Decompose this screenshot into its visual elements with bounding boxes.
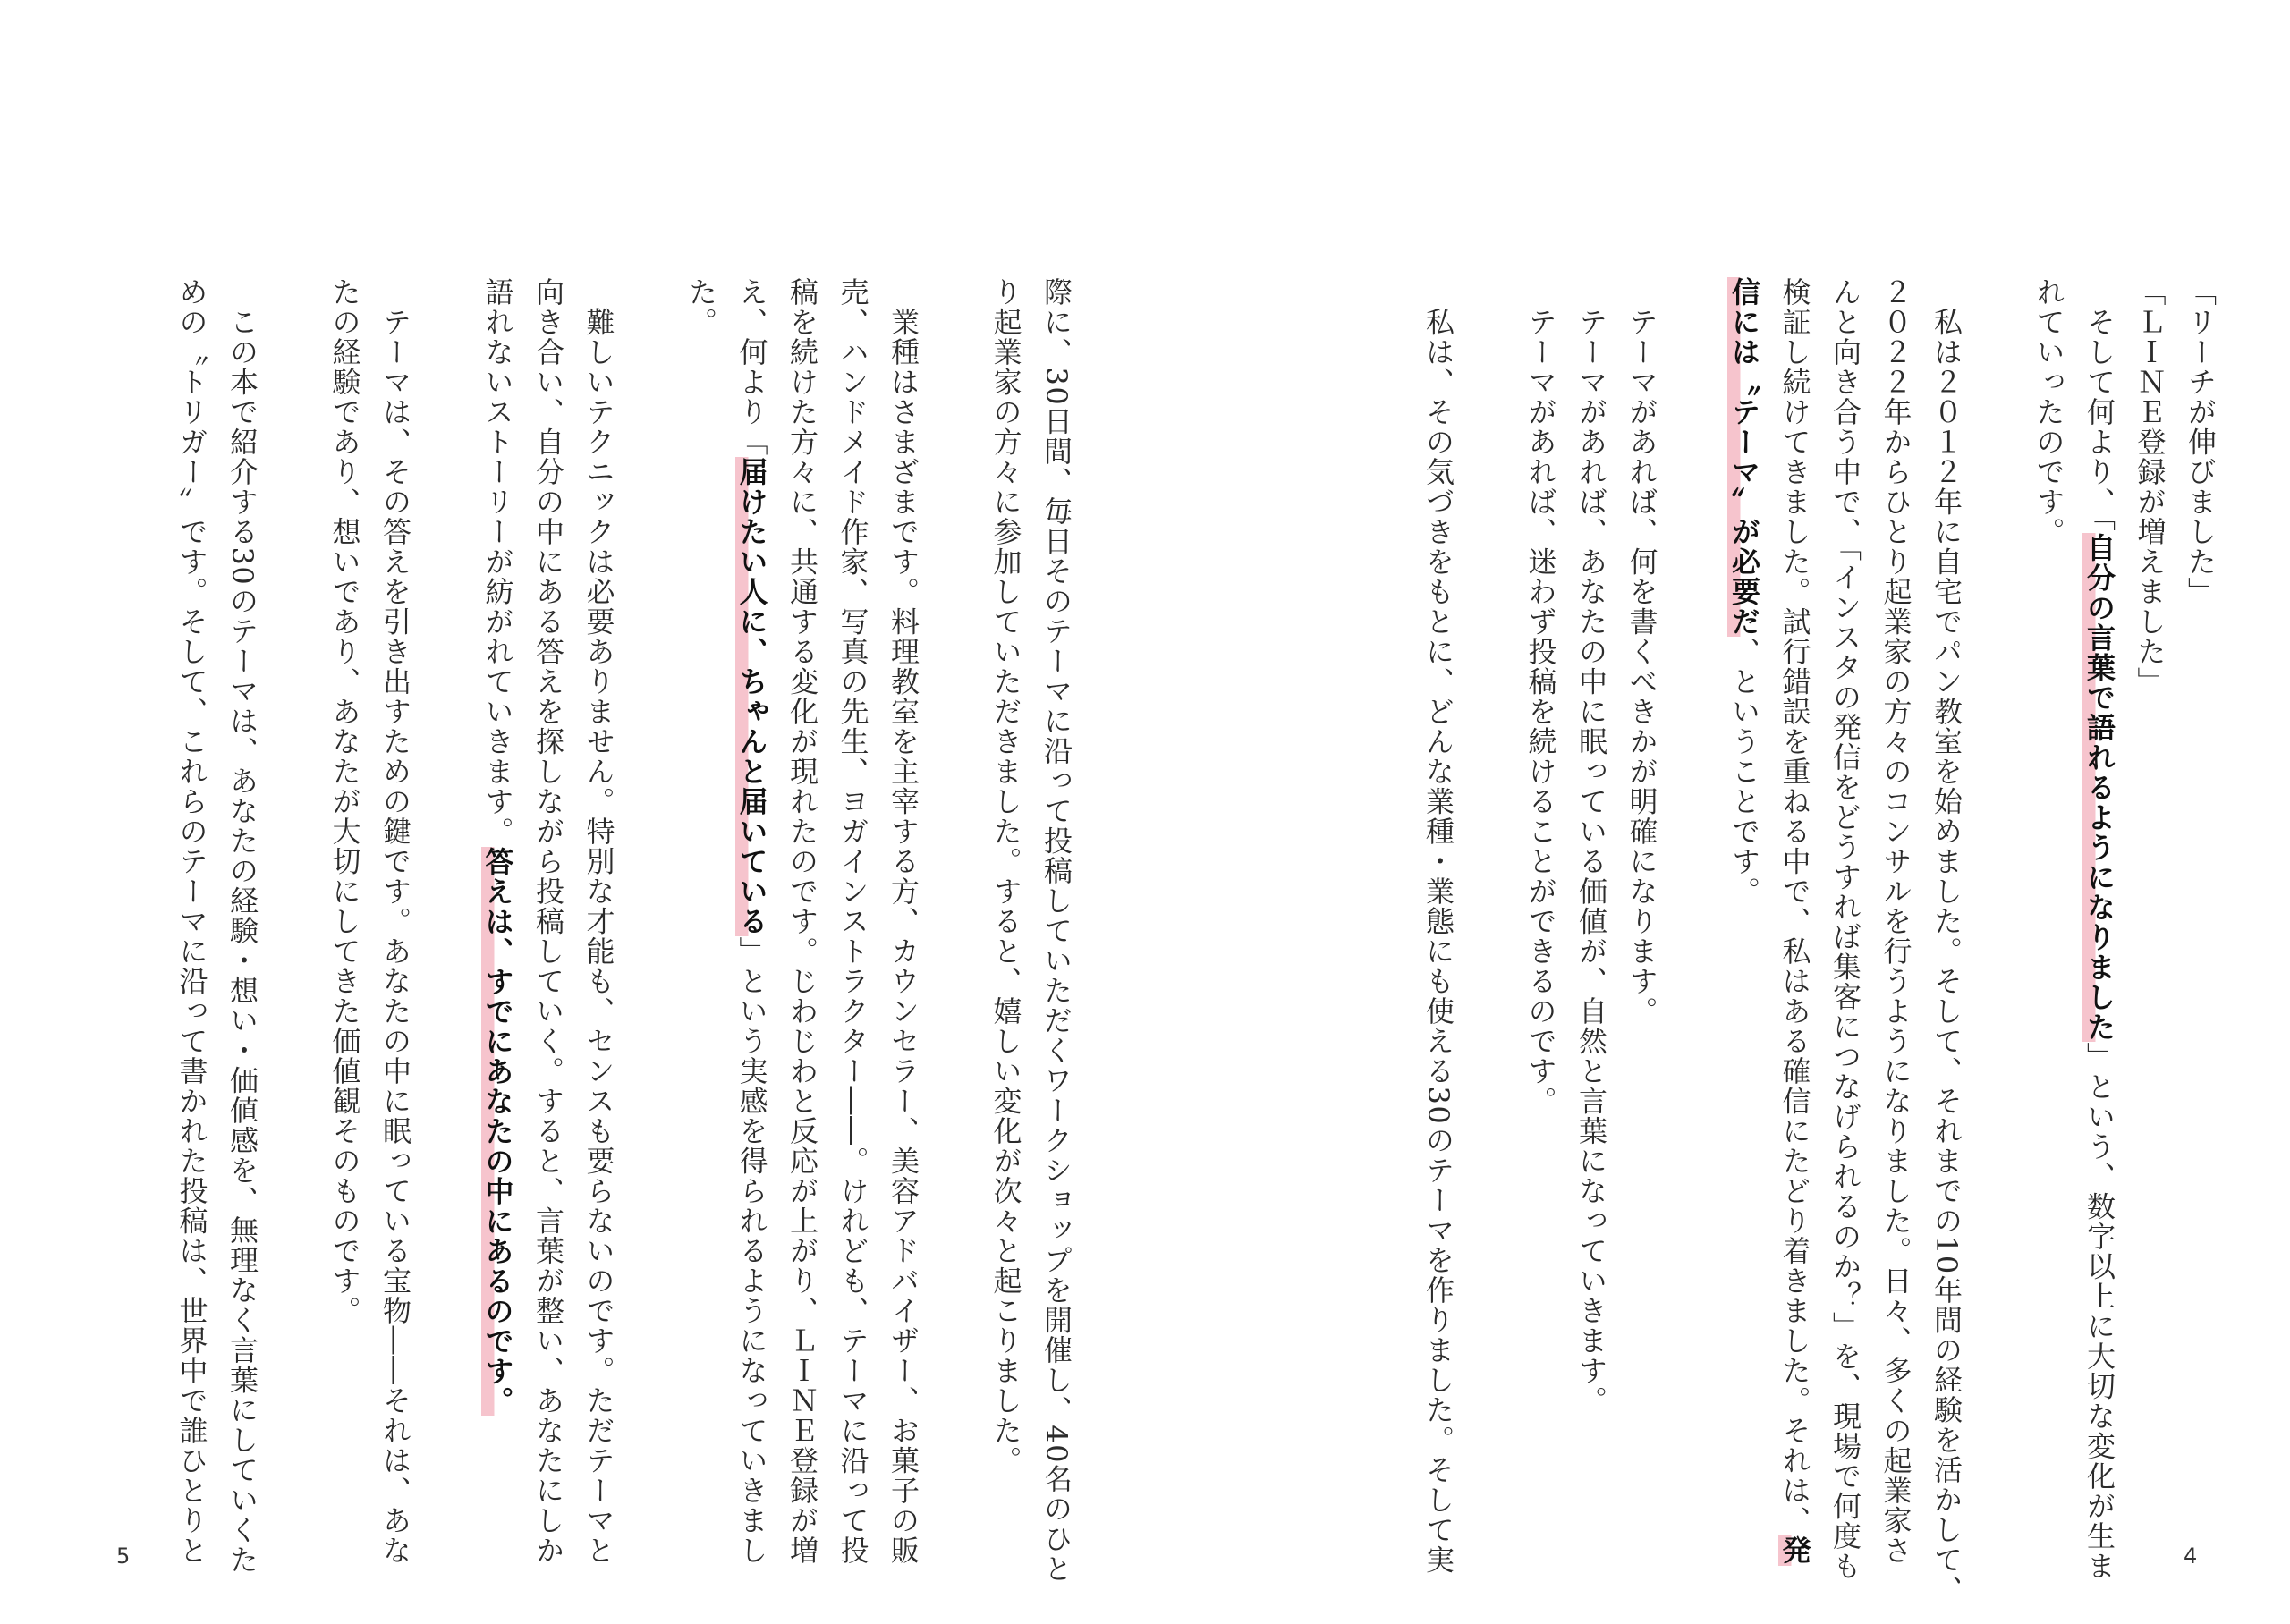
text-run: 」という実感を得られるようになっていきまし [734, 936, 769, 1566]
text-run: 向き合い、自分の中にある答えを探しながら投稿していく。すると、言葉が整い、あなたにしか [531, 277, 565, 1566]
page-number: 5 [116, 1544, 131, 1569]
paragraph [1719, 277, 1972, 1604]
text-run: 私は、その気づきをもとに、どんな業種・業態にも使える30のテーマを作りました。そして実 [1421, 277, 1455, 1575]
page-number: 4 [2184, 1544, 2198, 1569]
text-run: 語れないストーリーが紡がれていきます。 [480, 277, 515, 847]
text-run: テーマがあれば、あなたの中に眠っている価値が、自然と言葉になっていきます。 [1574, 277, 1608, 1416]
paragraph [166, 277, 267, 1584]
text-run: た。 [684, 277, 718, 337]
body-text [1413, 277, 2226, 1604]
paragraph [2176, 277, 2226, 1604]
right-page [1145, 0, 2290, 1624]
text-run: 「リーチが伸びました」 [2184, 277, 2218, 607]
highlighted-text: 届けたい人に、ちゃんと届いている [734, 457, 769, 936]
body-text [166, 277, 1081, 1584]
text-run: り起業家の方々に参加していただきました。すると、嬉しい変化が次々と起こりました。 [988, 277, 1023, 1476]
paragraph [319, 277, 420, 1584]
text-run: テーマは、その答えを引き出すための鍵です。あなたの中に眠っている宝物――それは、あな [378, 277, 412, 1566]
text-run: 稿を続けた方々に、共通する変化が現れたのです。じわじわと反応が上がり、ＬＩＮＥ登録が増 [785, 277, 819, 1566]
paragraph [980, 277, 1081, 1584]
text-run: 業種はさまざまです。料理教室を主宰する方、カウンセラー、美容アドバイザー、お菓子の販 [886, 277, 920, 1566]
paragraph [2125, 277, 2176, 1604]
text-run: 際に、30日間、毎日そのテーマに沿って投稿していただくワークショップを開催し、40名のひと [1039, 277, 1073, 1584]
text-run: 「ＬＩＮＥ登録が増えました」 [2133, 277, 2167, 697]
text-run: 」という、数字以上に大切な変化が生ま [2082, 1042, 2116, 1581]
text-run: めの〝トリガー〟です。そして、これらのテーマに沿って書かれた投稿は、世界中で誰ひとりと [174, 277, 209, 1566]
paragraph [472, 277, 624, 1584]
text-run: れていったのです。 [2031, 277, 2066, 547]
text-run: 検証し続けてきました。試行錯誤を重ねる中で、私はある確信にたどり着きました。それは、 [1777, 277, 1812, 1535]
highlighted-text: 答えは、すでにあなたの中にあるのです。 [480, 846, 515, 1416]
text-run: たの経験であり、想いであり、あなたが大切にしてきた価値観そのものです。 [327, 277, 362, 1326]
text-run: 私は２０１２年に自宅でパン教室を始めました。そして、それまでの10年間の経験を活かして、 [1930, 277, 1963, 1605]
highlighted-text: 発 [1777, 1535, 1812, 1566]
text-run: そして何より、「 [2082, 277, 2116, 533]
text-run: ２０２２年からひとり起業家の方々のコンサルを行うようになりました。日々、多くの起業家さ [1879, 277, 1913, 1566]
text-run: 、ということです。 [1727, 637, 1761, 907]
text-run: この本で紹介する30のテーマは、あなたの経験・想い・価値感を、無理なく言葉にしていくた [225, 277, 259, 1575]
paragraph [1515, 277, 1667, 1604]
highlighted-text: 自分の言葉で語れるようになりました [2082, 532, 2116, 1042]
paragraph [2023, 277, 2125, 1604]
text-run: え、何より「 [734, 277, 769, 457]
text-run: 売、ハンドメイド作家、写真の先生、ヨガインストラクター――。けれども、テーマに沿って投 [835, 277, 870, 1566]
paragraph [1413, 277, 1464, 1604]
text-run: テーマがあれば、何を書くべきかが明確になります。 [1624, 277, 1659, 1027]
highlighted-text: 信には〝テーマ〟が必要だ [1727, 277, 1761, 637]
text-run: テーマがあれば、迷わず投稿を続けることができるのです。 [1523, 277, 1558, 1116]
text-run: 難しいテクニックは必要ありません。特別な才能も、センスも要らないのです。ただテーマと [581, 277, 616, 1566]
paragraph [676, 277, 929, 1584]
text-run: んと向き合う中で、「インスタの発信をどうすれば集客につなげられるのか？」を、現場で何度も [1828, 277, 1862, 1581]
